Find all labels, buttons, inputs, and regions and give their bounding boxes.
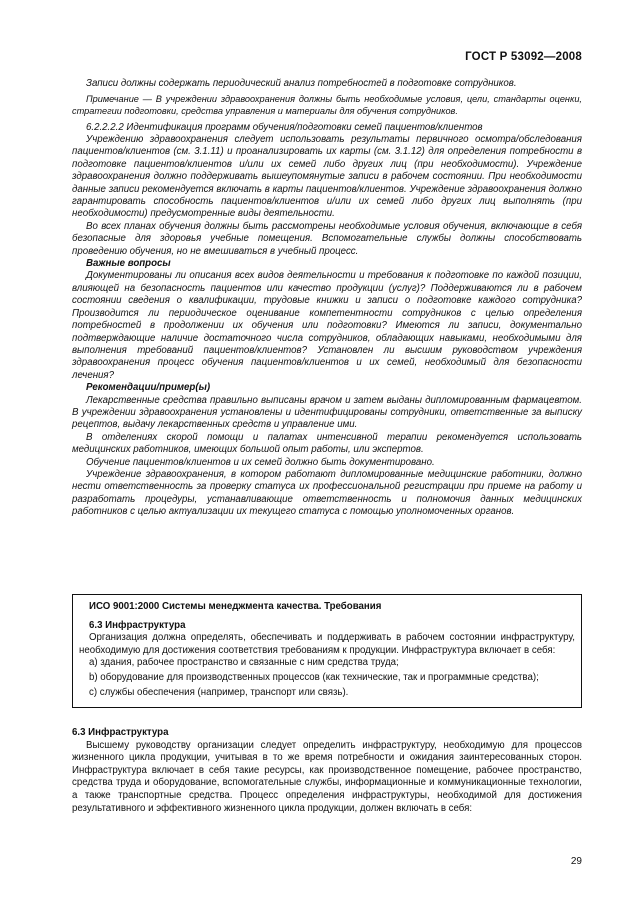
list-item: c) службы обеспечения (например, транспорт или связь). [89,686,349,698]
recommendations-paragraph-2: В отделениях скорой помощи и палатах интенсивной терапии рекомендуется использовать медицинских работников, имеющих большой опыт работы, или экспертов. [72,431,582,456]
note-paragraph: Примечание — В учреждении здравоохранения должны быть необходимые условия, цели, стандарты оценки, стратегии подготовки, средства управления и материалы для обучения сотрудников. [72,94,582,116]
recommendations-paragraph-3: Обучение пациентов/клиентов и их семей должно быть документировано. [86,456,435,468]
main-text [72,78,582,519]
list-item: a) здания, рабочее пространство и связанные с ним средства труда; [89,657,399,669]
list-item: b) оборудование для производственных процессов (как технические, так и программные средства); [89,671,539,683]
iso-box-list [79,657,575,699]
section-paragraph-1: Учреждению здравоохранения следует использовать результаты первичного осмотра/обследования пациентов/клиентов (см. 3.1.11) и проанализировать их карты (см. 3.1.12) для определения потребности в подготовке пациентов/клиентов и/или их семей либо других лиц (при необходимости). Учреждение здравоохранения должно поддерживать вышеупомянутые записи в рабочем состоянии. При необходимости данные записи рекомендуется включать в карты пациентов/клиентов. Учреждение здравоохранения должно гарантировать способность пациентов/клиентов и/или их семей либо других лиц выполнять (при необходимости) предусмотренные виды деятельности. [72,134,582,220]
infrastructure-subtitle: 6.3 Инфраструктура [72,727,169,738]
infrastructure-text: Высшему руководству организации следует определить инфраструктуру, необходимую для процессов жизненного цикла продукции, учитывая в то же время потребности и ожидания заинтересованных сторон. Инфраструктура включает в себя такие ресурсы, как производственное помещение, рабочее пространство, средства труда и оборудование, вспомогательные службы, информационные и коммуникационные технологии, а также транспортные средства. Процесс определения инфраструктуры, необходимой для достижения результативного и эффективного жизненного цикла продукции, должен включать в себя: [72,739,582,814]
page-number: 29 [570,856,582,867]
recommendations-heading: Рекомендации/пример(ы) [86,382,211,394]
iso-box-title: ИСО 9001:2000 Системы менеджмента качества. Требования [89,601,382,612]
intro-paragraph: Записи должны содержать периодический анализ потребностей в подготовке сотрудников. [86,78,517,89]
standard-header: ГОСТ Р 53092—2008 [465,51,582,63]
questions-heading: Важные вопросы [86,258,171,270]
section-title: 6.2.2.2.2 Идентификация программ обучения/подготовки семей пациентов/клиентов [86,121,483,133]
section-paragraph-2: Во всех планах обучения должны быть рассмотрены необходимые условия обучения, включающие в себя безопасные для здоровья учебные помещения. Вспомогательные службы должны способствовать проведению обучения, но не вмешиваться в учебный процесс. [72,220,582,257]
iso-box-subtitle: 6.3 Инфраструктура [89,619,186,631]
recommendations-paragraph-1: Лекарственные средства правильно выписаны врачом и затем выданы дипломированным фармацевтом. В учреждении здравоохранения установлены и идентифицированы сотрудники, ответственные за выписку рецептов, выдачу лекарственных средств и управление ими. [72,394,582,431]
iso-box-text: Организация должна определять, обеспечивать и поддерживать в рабочем состоянии инфраструктуру, необходимую для достижения соответствия требованиям к продукции. Инфраструктура включает в себя: [79,632,575,656]
recommendations-paragraph-4: Учреждение здравоохранения, в котором работают дипломированные медицинские работники, должно нести ответственность за проверку статуса их профессиональной регистрации при приеме на работу и разработать процедуры, устанавливающие ответственность и полномочия данных медицинских работников с целью актуализации их текущего статуса с помощью уполномоченных органов. [72,468,582,518]
iso-quote-box [72,594,582,708]
infrastructure-section [72,727,582,815]
questions-text: Документированы ли описания всех видов деятельности и требования к подготовке по каждой позиции, влияющей на безопасность пациентов или качество продукции (услуг)? Поддерживаются ли в рабочем состоянии сведения о квалификации, трудовые книжки и записи о подготовке каждого сотрудника? Производится ли периодическое оценивание компетентности сотрудников с целью определения потребностей в продолжении их обучения или подготовки? Имеются ли записи, документально подтверждающие наличие достаточного числа сотрудников, обладающих навыками, необходимыми для выполнения требований пациентов/клиентов? Установлен ли высшим руководством учреждения здравоохранения процесс обучения пациентов/клиентов и их семей, необходимый для безопасности лечения? [72,270,582,381]
